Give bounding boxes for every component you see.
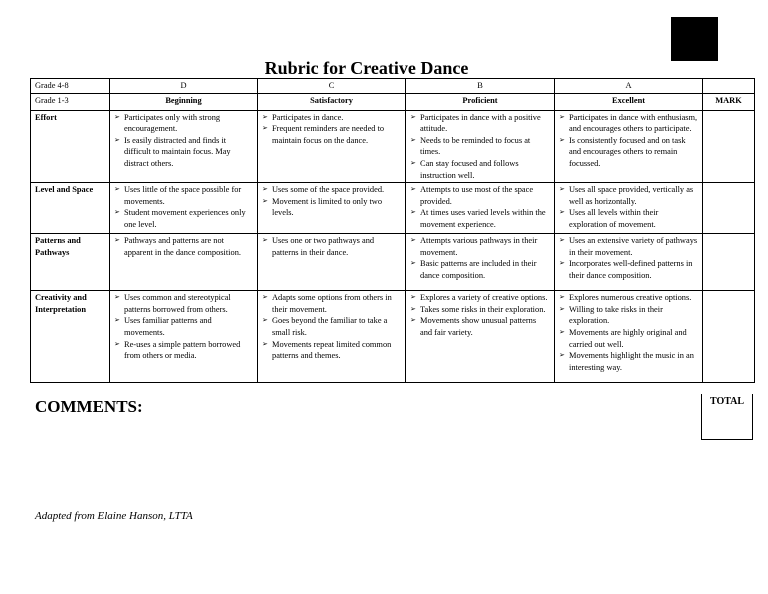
criteria-text: Movements highlight the music in an interesting way.	[569, 351, 694, 372]
arrow-bullet-icon: ➢	[114, 185, 120, 194]
arrow-bullet-icon: ➢	[114, 316, 120, 325]
arrow-bullet-icon: ➢	[114, 339, 120, 348]
criteria-text: Movements show unusual patterns and fair variety.	[420, 316, 537, 337]
arrow-bullet-icon: ➢	[410, 185, 416, 194]
criteria-text: At times uses varied levels within the movement experience.	[420, 208, 546, 229]
criteria-list	[559, 112, 698, 170]
grade-1-3-header-row	[31, 93, 755, 110]
criteria-text: Incorporates well-defined patterns in their dance composition.	[569, 259, 693, 280]
criterion-name: Creativity and Interpretation	[31, 291, 110, 383]
arrow-bullet-icon: ➢	[262, 196, 268, 205]
mark-cell[interactable]	[703, 234, 755, 291]
criteria-text: Participates only with strong encouragement.	[124, 112, 221, 134]
criteria-text: Adapts some options from others in their movement.	[272, 293, 392, 314]
criteria-list	[559, 292, 698, 373]
criteria-list-item	[410, 184, 550, 207]
criteria-text: Needs to be reminded to focus at times.	[420, 135, 531, 157]
criteria-text: Movements are highly original and carried out well.	[569, 327, 687, 349]
arrow-bullet-icon: ➢	[262, 316, 268, 325]
arrow-bullet-icon: ➢	[559, 327, 565, 336]
arrow-bullet-icon: ➢	[559, 208, 565, 217]
rubric-cell	[258, 110, 406, 183]
rubric-cell	[258, 291, 406, 383]
rubric-cell	[406, 183, 555, 234]
criteria-list-item	[559, 292, 698, 304]
criteria-text: Student movement experiences only one level.	[124, 208, 246, 229]
arrow-bullet-icon: ➢	[410, 236, 416, 245]
rubric-cell	[406, 110, 555, 183]
arrow-bullet-icon: ➢	[114, 236, 120, 245]
criterion-row-creativity-and-interpretation	[31, 291, 755, 383]
criteria-text: Uses some of the space provided.	[272, 185, 385, 195]
criteria-list-item	[410, 292, 550, 304]
criteria-list-item	[114, 112, 253, 135]
arrow-bullet-icon: ➢	[410, 259, 416, 268]
arrow-bullet-icon: ➢	[559, 304, 565, 313]
criteria-list-item	[410, 315, 550, 338]
criteria-list	[114, 292, 253, 362]
criteria-list-item	[114, 339, 253, 362]
criteria-text: Re-uses a simple pattern borrowed from others or media.	[124, 339, 241, 361]
criteria-list-item	[559, 304, 698, 327]
rubric-cell	[406, 234, 555, 291]
arrow-bullet-icon: ➢	[559, 351, 565, 360]
arrow-bullet-icon: ➢	[410, 208, 416, 217]
criteria-list-item	[114, 315, 253, 338]
arrow-bullet-icon: ➢	[262, 124, 268, 133]
criteria-list-item	[262, 292, 401, 315]
arrow-bullet-icon: ➢	[559, 293, 565, 302]
rubric-cell	[110, 291, 258, 383]
arrow-bullet-icon: ➢	[262, 112, 268, 121]
criteria-list	[262, 184, 401, 219]
total-label: TOTAL	[709, 396, 745, 407]
level-c-header: C	[258, 79, 406, 94]
criterion-row-level-and-space	[31, 183, 755, 234]
criteria-text: Uses common and stereotypical patterns borrowed from others.	[124, 293, 231, 314]
criteria-list	[114, 184, 253, 230]
criteria-list-item	[114, 135, 253, 170]
arrow-bullet-icon: ➢	[114, 135, 120, 144]
rubric-table	[30, 78, 755, 383]
criteria-list-item	[559, 235, 698, 258]
criteria-text: Basic patterns are included in their dance composition.	[420, 259, 537, 280]
criteria-list	[114, 235, 253, 258]
criteria-text: Takes some risks in their exploration.	[420, 304, 546, 314]
arrow-bullet-icon: ➢	[559, 185, 565, 194]
criteria-text: Uses one or two pathways and patterns in their dance.	[272, 236, 375, 257]
arrow-bullet-icon: ➢	[114, 208, 120, 217]
criteria-text: Uses an extensive variety of pathways in their movement.	[569, 236, 698, 257]
arrow-bullet-icon: ➢	[559, 135, 565, 144]
criteria-list-item	[410, 304, 550, 316]
criterion-name: Patterns and Pathways	[31, 234, 110, 291]
footer-credit: Adapted from Elaine Hanson, LTTA	[35, 510, 193, 522]
criteria-list-item	[410, 112, 550, 135]
criterion-name: Effort	[31, 110, 110, 183]
arrow-bullet-icon: ➢	[410, 112, 416, 121]
rubric-cell	[258, 234, 406, 291]
criteria-text: Participates in dance with enthusiasm, and encourages others to participate.	[569, 112, 698, 134]
arrow-bullet-icon: ➢	[559, 236, 565, 245]
mark-cell[interactable]	[703, 110, 755, 183]
arrow-bullet-icon: ➢	[410, 293, 416, 302]
criteria-list-item	[262, 123, 401, 146]
arrow-bullet-icon: ➢	[410, 316, 416, 325]
arrow-bullet-icon: ➢	[114, 112, 120, 121]
criteria-list-item	[262, 339, 401, 362]
criteria-list-item	[559, 184, 698, 207]
rubric-cell	[555, 291, 703, 383]
criteria-text: Participates in dance.	[272, 112, 344, 122]
criteria-text: Attempts various pathways in their movement.	[420, 236, 538, 257]
rubric-cell	[258, 183, 406, 234]
mark-header: MARK	[703, 93, 755, 110]
arrow-bullet-icon: ➢	[262, 339, 268, 348]
comments-label: COMMENTS:	[35, 397, 143, 416]
criteria-list-item	[262, 315, 401, 338]
criterion-row-patterns-and-pathways	[31, 234, 755, 291]
criteria-list	[262, 112, 401, 147]
criterion-name: Level and Space	[31, 183, 110, 234]
criteria-list-item	[410, 207, 550, 230]
arrow-bullet-icon: ➢	[262, 185, 268, 194]
criteria-list	[262, 235, 401, 258]
criteria-text: Frequent reminders are needed to maintain focus on the dance.	[272, 124, 385, 145]
criteria-list-item	[410, 235, 550, 258]
criteria-text: Willing to take risks in their exploration.	[569, 304, 663, 326]
rubric-cell	[110, 234, 258, 291]
criteria-list-item	[410, 135, 550, 158]
proficient-header: Proficient	[406, 93, 555, 110]
total-box	[701, 394, 753, 440]
rubric-cell	[406, 291, 555, 383]
criteria-text: Is consistently focused and on task and encourages others to remain focussed.	[569, 135, 686, 168]
criteria-text: Goes beyond the familiar to take a small risk.	[272, 316, 388, 337]
arrow-bullet-icon: ➢	[410, 158, 416, 167]
arrow-bullet-icon: ➢	[410, 304, 416, 313]
criteria-text: Explores a variety of creative options.	[420, 293, 548, 303]
criteria-list-item	[559, 327, 698, 350]
criteria-list	[410, 235, 550, 281]
criteria-list-item	[410, 258, 550, 281]
criteria-text: Pathways and patterns are not apparent in the dance composition.	[124, 236, 241, 257]
criteria-text: Participates in dance with a positive attitude.	[420, 112, 541, 134]
arrow-bullet-icon: ➢	[114, 293, 120, 302]
criteria-text: Is easily distracted and finds it difficult to maintain focus. May distract others.	[124, 135, 231, 168]
criterion-row-effort	[31, 110, 755, 183]
criteria-list	[410, 292, 550, 338]
grade-1-3-label: Grade 1-3	[31, 93, 110, 110]
criteria-list-item	[559, 135, 698, 170]
criteria-text: Uses all levels within their exploration of movement.	[569, 208, 659, 229]
criteria-list	[410, 112, 550, 182]
rubric-cell	[110, 110, 258, 183]
criteria-text: Movement is limited to only two levels.	[272, 196, 383, 218]
arrow-bullet-icon: ➢	[410, 135, 416, 144]
satisfactory-header: Satisfactory	[258, 93, 406, 110]
mark-header-blank	[703, 79, 755, 94]
criteria-list	[559, 184, 698, 230]
rubric-cell	[555, 183, 703, 234]
criteria-list-item	[559, 350, 698, 373]
criteria-text: Explores numerous creative options.	[569, 293, 692, 303]
criteria-text: Uses all space provided, vertically as well as horizontally.	[569, 185, 694, 206]
level-a-header: A	[555, 79, 703, 94]
excellent-header: Excellent	[555, 93, 703, 110]
criteria-list-item	[410, 158, 550, 181]
grade-4-8-header-row	[31, 79, 755, 94]
page-title: Rubric for Creative Dance	[264, 58, 469, 78]
rubric-cell	[110, 183, 258, 234]
level-d-header: D	[110, 79, 258, 94]
arrow-bullet-icon: ➢	[262, 293, 268, 302]
criteria-list	[114, 112, 253, 170]
criteria-list-item	[114, 292, 253, 315]
criteria-list-item	[559, 112, 698, 135]
criteria-list	[559, 235, 698, 281]
criteria-text: Can stay focused and follows instruction well.	[420, 158, 519, 180]
black-square-graphic	[671, 17, 718, 61]
rubric-cell	[555, 110, 703, 183]
criteria-text: Uses little of the space possible for movements.	[124, 185, 242, 206]
criteria-list	[410, 184, 550, 230]
criteria-list-item	[559, 258, 698, 281]
arrow-bullet-icon: ➢	[559, 259, 565, 268]
criteria-text: Attempts to use most of the space provided.	[420, 185, 534, 206]
grade-4-8-label: Grade 4-8	[31, 79, 110, 94]
criteria-text: Uses familiar patterns and movements.	[124, 316, 212, 337]
rubric-cell	[555, 234, 703, 291]
mark-cell[interactable]	[703, 291, 755, 383]
criteria-list-item	[262, 112, 401, 124]
arrow-bullet-icon: ➢	[559, 112, 565, 121]
criteria-list-item	[114, 235, 253, 258]
arrow-bullet-icon: ➢	[262, 236, 268, 245]
criteria-list-item	[262, 196, 401, 219]
criteria-list-item	[114, 207, 253, 230]
criteria-list-item	[559, 207, 698, 230]
criteria-list	[262, 292, 401, 362]
beginning-header: Beginning	[110, 93, 258, 110]
level-b-header: B	[406, 79, 555, 94]
mark-cell[interactable]	[703, 183, 755, 234]
criteria-list-item	[114, 184, 253, 207]
criteria-list-item	[262, 184, 401, 196]
criteria-text: Movements repeat limited common patterns and themes.	[272, 339, 392, 361]
criteria-list-item	[262, 235, 401, 258]
